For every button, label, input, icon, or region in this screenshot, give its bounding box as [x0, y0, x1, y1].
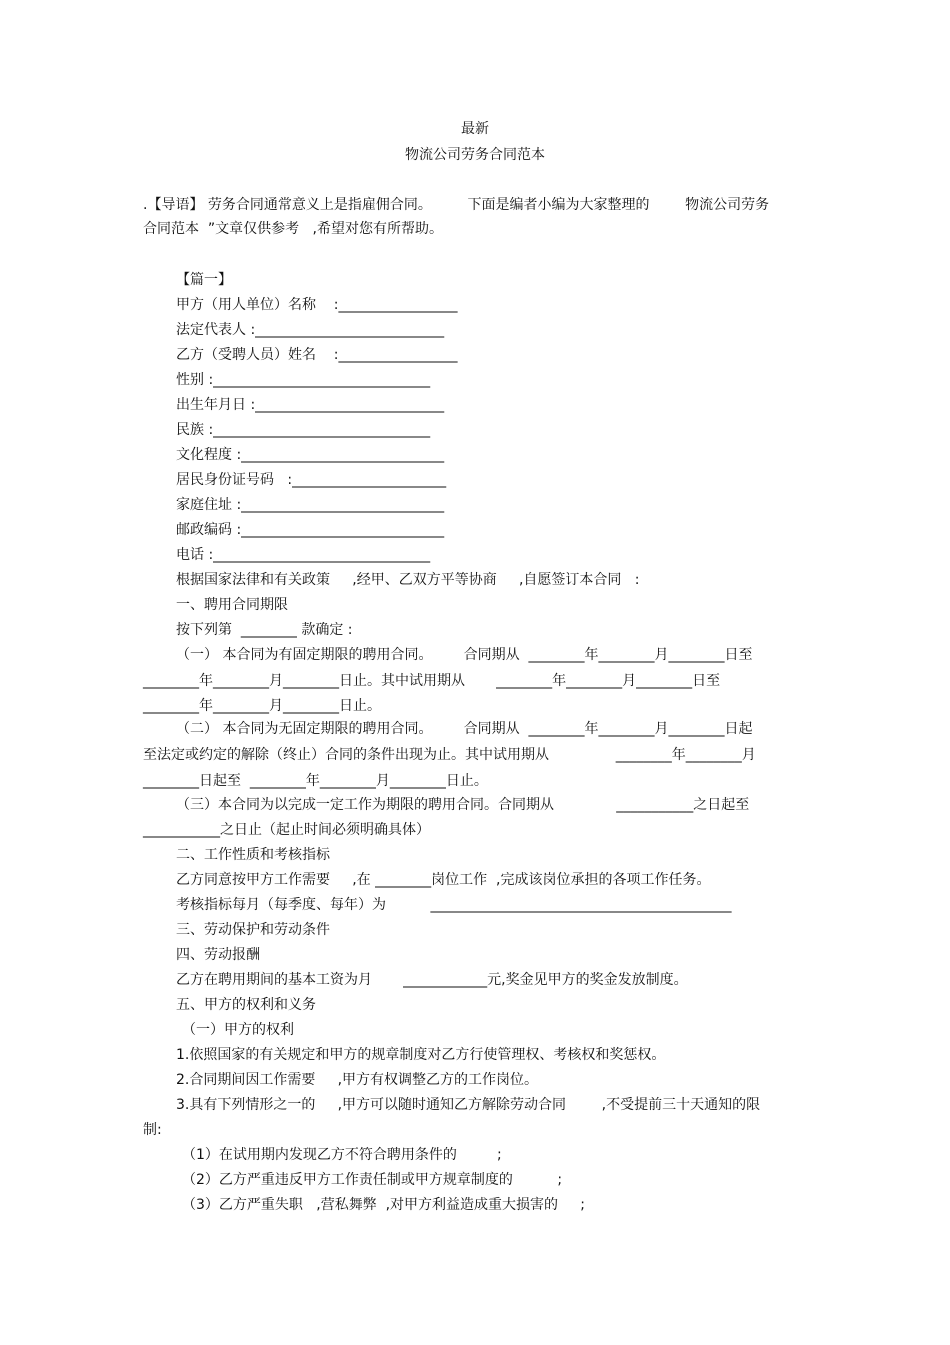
- body-line: 考核指标每月（每季度、每年）为 ___________________________________________: [176, 897, 732, 913]
- body-line: ________年________月________日止。: [143, 698, 381, 714]
- body-line: 2.合同期间因工作需要 ,甲方有权调整乙方的工作岗位。: [176, 1072, 539, 1088]
- field-birth-date: 出生年月日 :___________________________: [176, 397, 445, 413]
- body-line: 1.依照国家的有关规定和甲方的规章制度对乙方行使管理权、考核权和奖惩权。: [176, 1047, 666, 1063]
- document-header-top: 最新: [461, 121, 489, 137]
- clause-heading: 一、聘用合同期限: [176, 597, 288, 613]
- body-line: （三）本合同为以完成一定工作为期限的聘用合同。合同期从 ___________之日起至: [176, 797, 750, 813]
- body-line: 乙方同意按甲方工作需要 ,在 ________岗位工作 ,完成该岗位承担的各项工作任务。: [176, 872, 711, 888]
- clause-heading: 二、工作性质和考核指标: [176, 847, 330, 863]
- field-phone: 电话 :_______________________________: [176, 547, 431, 563]
- field-home-address: 家庭住址 :_____________________________: [176, 497, 445, 513]
- body-line: 制:: [143, 1122, 162, 1138]
- field-legal-representative: 法定代表人 :___________________________: [176, 322, 445, 338]
- body-line: ________年________月________日止。其中试用期从 ________年________月________日至: [143, 673, 721, 689]
- clause-heading: 三、劳动保护和劳动条件: [176, 922, 330, 938]
- list-item: （3）乙方严重失职 ,营私舞弊 ,对甲方利益造成重大损害的 ;: [182, 1197, 586, 1213]
- body-line: 3.具有下列情形之一的 ,甲方可以随时通知乙方解除劳动合同 ,不受提前三十天通知的限: [176, 1097, 761, 1113]
- body-line: 按下列第 ________ 款确定 :: [176, 622, 353, 638]
- list-item: （1）在试用期内发现乙方不符合聘用条件的 ;: [182, 1147, 502, 1163]
- body-line: ________日起至 ________年________月________日止。: [143, 773, 488, 789]
- document-title: 物流公司劳务合同范本: [405, 147, 545, 163]
- field-party-a-name: 甲方（用人单位）名称 :_________________: [176, 297, 458, 313]
- clause-heading: 五、甲方的权利和义务: [176, 997, 316, 1013]
- field-postal-code: 邮政编码 :_____________________________: [176, 522, 445, 538]
- body-line: （一） 本合同为有固定期限的聘用合同。 合同期从 ________年________月________日至: [176, 647, 753, 663]
- field-id-number: 居民身份证号码 :______________________: [176, 472, 447, 488]
- field-ethnicity: 民族 :_______________________________: [176, 422, 431, 438]
- intro-line-2: 合同范本 ”文章仅供参考 ,希望对您有所帮助。: [143, 221, 443, 237]
- field-education: 文化程度 :_____________________________: [176, 447, 445, 463]
- clause-heading: 四、劳动报酬: [176, 947, 260, 963]
- field-gender: 性别 :_______________________________: [176, 372, 431, 388]
- body-line: （二） 本合同为无固定期限的聘用合同。 合同期从 ________年________月________日起: [176, 721, 753, 737]
- field-party-b-name: 乙方（受聘人员）姓名 :_________________: [176, 347, 458, 363]
- body-line: 根据国家法律和有关政策 ,经甲、乙双方平等协商 ,自愿签订本合同 :: [176, 572, 640, 588]
- body-line: 乙方在聘用期间的基本工资为月 ____________元,奖金见甲方的奖金发放制度。: [176, 972, 688, 988]
- section-heading: 【篇一】: [176, 272, 232, 288]
- body-line: 至法定或约定的解除（终止）合同的条件出现为止。其中试用期从 ________年________月: [143, 747, 756, 763]
- list-item: （2）乙方严重违反甲方工作责任制或甲方规章制度的 ;: [182, 1172, 563, 1188]
- sub-heading: （一）甲方的权利: [182, 1022, 294, 1038]
- body-line: ___________之日止（起止时间必须明确具体）: [143, 822, 430, 838]
- intro-line-1: .【导语】 劳务合同通常意义上是指雇佣合同。 下面是编者小编为大家整理的 物流公司劳务: [143, 197, 770, 213]
